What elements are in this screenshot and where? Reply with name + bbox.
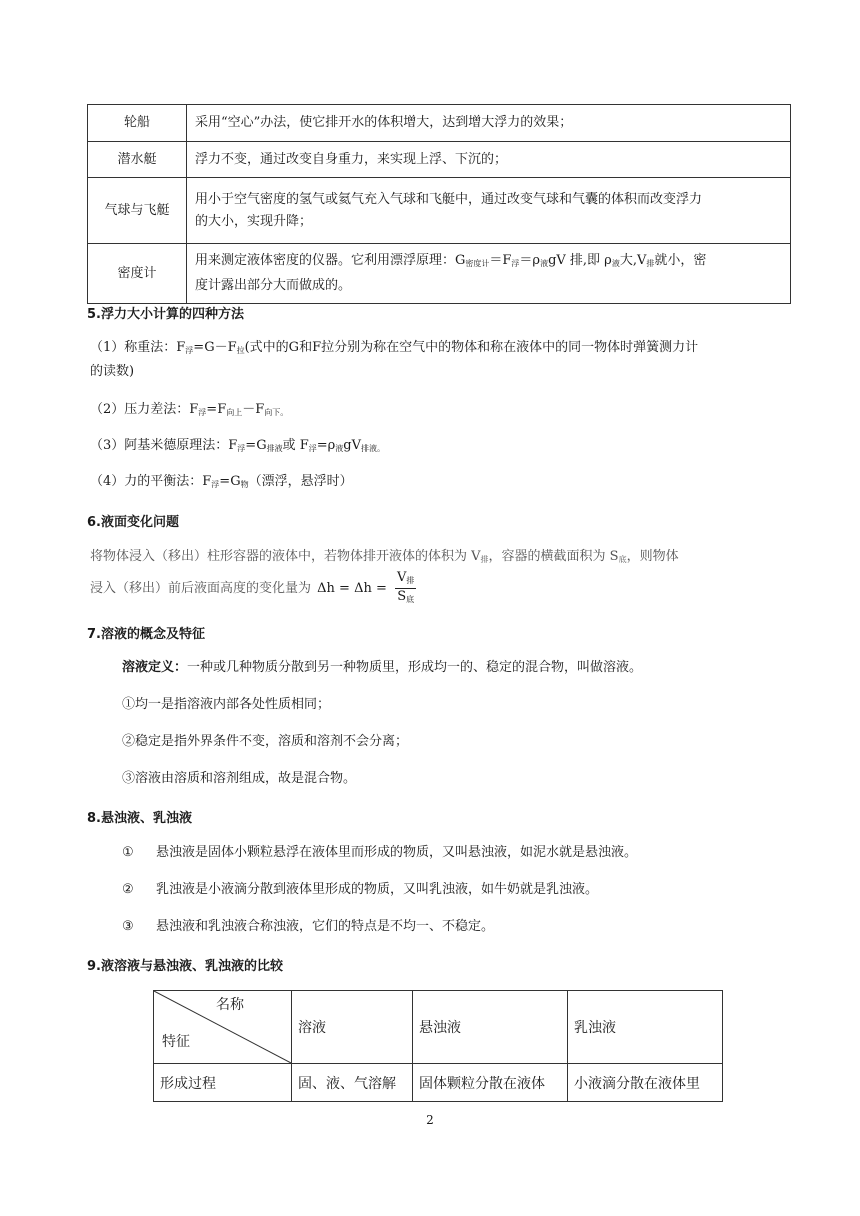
text: 或 F <box>282 438 309 453</box>
list-text: 乳浊液是小液滴分散到液体里形成的物质，又叫乳浊液，如牛奶就是乳浊液。 <box>156 882 599 897</box>
fraction-numerator <box>395 570 416 589</box>
desc-line: 用小于空气密度的氢气或氦气充入气球和飞艇中，通过改变气球和气囊的体积而改变浮力 <box>195 191 703 207</box>
corner-cell <box>154 991 292 1064</box>
table-row <box>88 178 791 244</box>
table-header-row <box>154 991 723 1064</box>
definition-label: 溶液定义： <box>122 660 188 675</box>
table-row <box>88 142 791 178</box>
method-2 <box>90 400 288 423</box>
definition-text: 一种或几种物质分散到另一种物质里，形成均一的、稳定的混合物，叫做溶液。 <box>187 660 643 675</box>
subscript: 浮 <box>185 346 194 355</box>
cell-name: 密度计 <box>88 244 187 304</box>
fraction <box>395 570 416 607</box>
corner-top-label: 名称 <box>216 997 244 1013</box>
subscript: 向下 <box>264 408 281 417</box>
text: =G－F <box>193 340 237 355</box>
desc-text: 用来测定液体密度的仪器。它利用漂浮原理：G <box>195 253 466 268</box>
section-6-line1 <box>90 547 790 570</box>
diagonal-header <box>154 991 291 1063</box>
subscript: 浮 <box>198 408 207 417</box>
desc-line: 度计露出部分大而做成的。 <box>195 278 352 293</box>
text: （1）称重法：F <box>90 340 186 355</box>
desc-line: 的大小，实现升降； <box>195 213 313 229</box>
section-7-heading: 7.溶液的概念及特征 <box>87 627 205 642</box>
fraction-denominator <box>395 589 416 607</box>
method-1-line2: 的读数) <box>90 364 135 379</box>
text: （3）阿基米德原理法：F <box>90 438 238 453</box>
text: V <box>397 570 407 585</box>
table-row <box>88 244 791 304</box>
desc-text: ＝ρ <box>519 253 541 268</box>
table-cell: 固、液、气溶解 <box>292 1064 413 1102</box>
list-item <box>122 917 494 937</box>
section-8-heading: 8.悬浊液、乳浊液 <box>87 811 192 826</box>
applications-table <box>87 104 791 304</box>
text: ，容器的横截面积为 S <box>488 549 619 564</box>
list-marker: ③ <box>122 919 134 934</box>
cell-desc: 采用“空心”办法，使它排开水的体积增大，达到增大浮力的效果； <box>187 105 791 142</box>
subscript: 液 <box>611 259 620 268</box>
subscript: 。 <box>280 408 289 417</box>
subscript: 浮 <box>511 259 520 268</box>
subscript: 浮 <box>237 444 246 453</box>
text: =G <box>245 438 267 453</box>
cell-name: 轮船 <box>88 105 187 142</box>
text: －F <box>242 402 265 417</box>
feature-1: ①均一是指溶液内部各处性质相同； <box>122 697 331 712</box>
subscript: 浮 <box>211 480 220 489</box>
column-header: 悬浊液 <box>413 991 568 1064</box>
column-header: 乳浊液 <box>568 991 723 1064</box>
section-5-heading: 5.浮力大小计算的四种方法 <box>87 307 244 322</box>
list-marker: ② <box>122 882 134 897</box>
desc-text: gV 排,即 ρ <box>548 253 612 268</box>
column-header: 溶液 <box>292 991 413 1064</box>
text: =G <box>219 474 241 489</box>
page-number: 2 <box>426 1113 434 1127</box>
solution-definition <box>122 658 642 678</box>
subscript: 底 <box>406 595 415 604</box>
subscript: 液 <box>540 259 549 268</box>
formula-lhs: Δh = Δh = <box>317 581 387 596</box>
table-row <box>88 105 791 142</box>
text: (式中的G和F拉分别为称在空气中的物体和称在液体中的同一物体时弹簧测力计 <box>244 340 699 355</box>
cell-name: 气球与飞艇 <box>88 178 187 244</box>
subscript: 浮 <box>308 444 317 453</box>
subscript: 排 <box>480 555 489 564</box>
text: （2）压力差法：F <box>90 402 199 417</box>
subscript: 物 <box>240 480 249 489</box>
subscript: 液 <box>335 444 344 453</box>
comparison-table <box>153 990 723 1102</box>
section-6-line2 <box>90 570 416 607</box>
subscript: 排 <box>406 576 415 585</box>
cell-desc <box>187 178 791 244</box>
list-item <box>122 843 637 863</box>
cell-desc: 浮力不变，通过改变自身重力，来实现上浮、下沉的； <box>187 142 791 178</box>
desc-text: ＝F <box>489 253 512 268</box>
list-text: 悬浊液和乳浊液合称浊液，它们的特点是不均一、不稳定。 <box>156 919 495 934</box>
text: S <box>397 589 407 604</box>
text: （漂浮，悬浮时） <box>248 474 353 489</box>
subscript: 排液 <box>266 444 283 453</box>
desc-text: 就小，密 <box>654 253 707 268</box>
text: 将物体浸入（移出）柱形容器的液体中，若物体排开液体的体积为 V <box>90 549 481 564</box>
text: =ρ <box>316 438 336 453</box>
table-cell: 固体颗粒分散在液体 <box>413 1064 568 1102</box>
text: gV <box>343 438 361 453</box>
cell-desc <box>187 244 791 304</box>
subscript: 底 <box>618 555 627 564</box>
method-3 <box>90 436 385 459</box>
section-9-heading: 9.液溶液与悬浊液、乳浊液的比较 <box>87 959 283 974</box>
subscript: 排液 <box>361 444 377 453</box>
feature-3: ③溶液由溶质和溶剂组成，故是混合物。 <box>122 771 357 786</box>
text: =F <box>206 402 227 417</box>
text: ，则物体 <box>626 549 679 564</box>
subscript: 排 <box>646 259 655 268</box>
list-item <box>122 880 598 900</box>
list-marker: ① <box>122 845 134 860</box>
text: （4）力的平衡法：F <box>90 474 212 489</box>
subscript: 。 <box>377 444 385 453</box>
method-1 <box>90 338 790 361</box>
list-text: 悬浊液是固体小颗粒悬浮在液体里而形成的物质，又叫悬浊液，如泥水就是悬浊液。 <box>156 845 638 860</box>
method-4 <box>90 472 353 495</box>
subscript: 拉 <box>236 346 245 355</box>
table-cell: 形成过程 <box>154 1064 292 1102</box>
subscript: 密度计 <box>465 259 490 268</box>
corner-bottom-label: 特征 <box>162 1034 190 1050</box>
table-cell: 小液滴分散在液体里 <box>568 1064 723 1102</box>
subscript: 向上 <box>226 408 243 417</box>
feature-2: ②稳定是指外界条件不变，溶质和溶剂不会分离； <box>122 734 409 749</box>
cell-name: 潜水艇 <box>88 142 187 178</box>
desc-text: 大,V <box>619 253 647 268</box>
text: 浸入（移出）前后液面高度的变化量为 <box>90 581 312 596</box>
section-6-heading: 6.液面变化问题 <box>87 515 179 530</box>
table-row <box>154 1064 723 1102</box>
